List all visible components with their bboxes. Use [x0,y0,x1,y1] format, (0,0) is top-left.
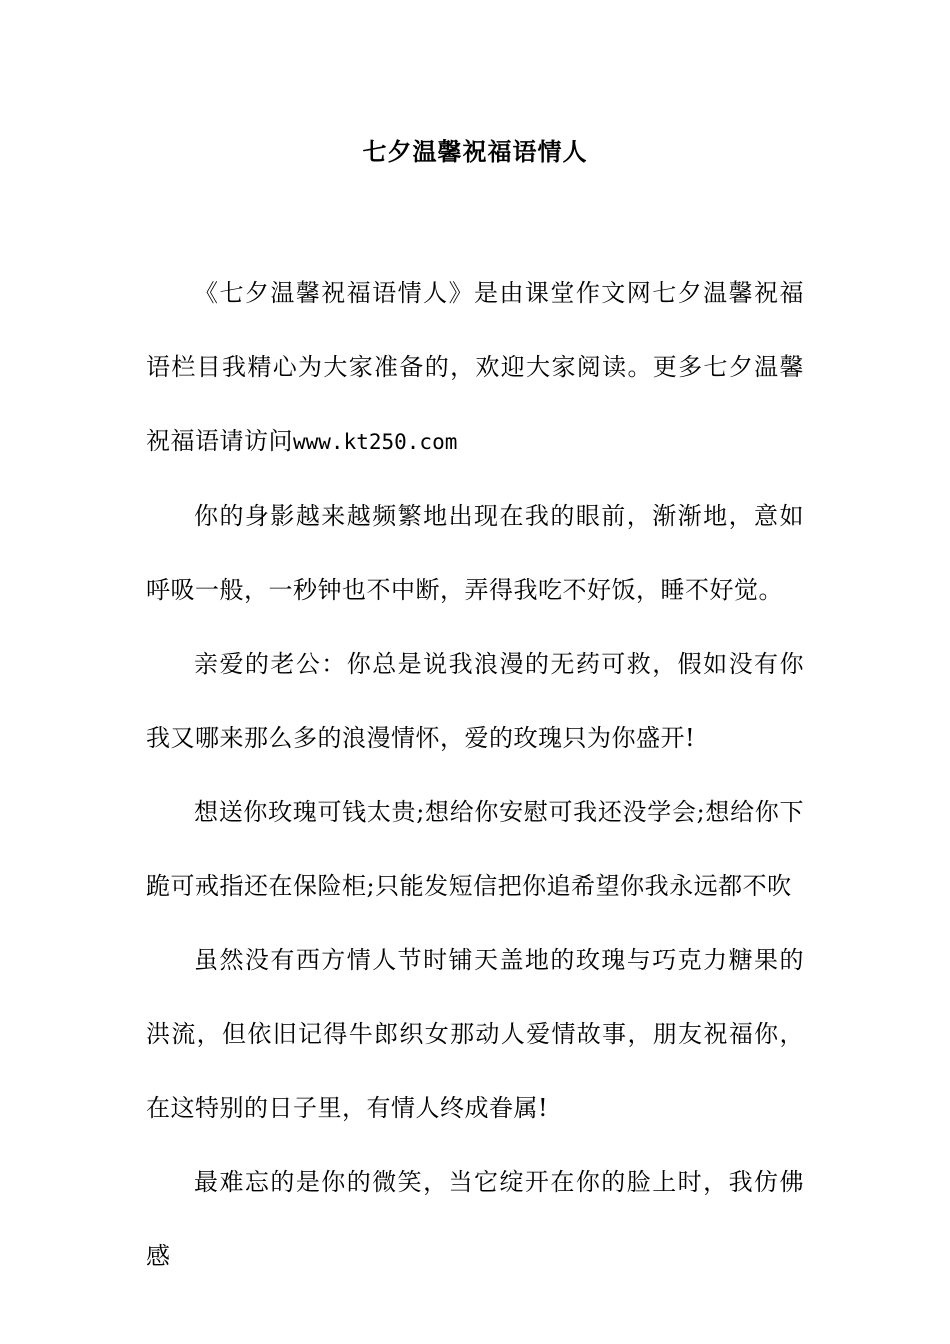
paragraph-5: 虽然没有西方情人节时铺天盖地的玫瑰与巧克力糖果的洪流，但依旧记得牛郎织女那动人爱情故事，朋友祝福你，在这特别的日子里，有情人终成眷属! [146,946,804,1122]
paragraph-intro-text: 《七夕温馨祝福语情人》是由课堂作文网七夕温馨祝福语栏目我精心为大家准备的，欢迎大家阅读。更多七夕温馨祝福语请访问 [146,279,804,455]
paragraph-6: 最难忘的是你的微笑，当它绽开在你的脸上时，我仿佛感 [146,1168,804,1270]
document-body [146,256,804,1293]
paragraph-4: 想送你玫瑰可钱太贵;想给你安慰可我还没学会;想给你下跪可戒指还在保险柜;只能发短信把你追希望你我永远都不吹 [146,798,804,900]
paragraph-intro [146,256,804,479]
paragraph-2: 你的身影越来越频繁地出现在我的眼前，渐渐地，意如呼吸一般，一秒钟也不中断，弄得我吃不好饭，睡不好觉。 [146,502,804,604]
document-title: 七夕温馨祝福语情人 [362,137,588,166]
paragraph-3: 亲爱的老公：你总是说我浪漫的无药可救，假如没有你我又哪来那么多的浪漫情怀，爱的玫瑰只为你盛开! [146,650,804,752]
site-url-text: www.kt250.com [293,430,458,454]
